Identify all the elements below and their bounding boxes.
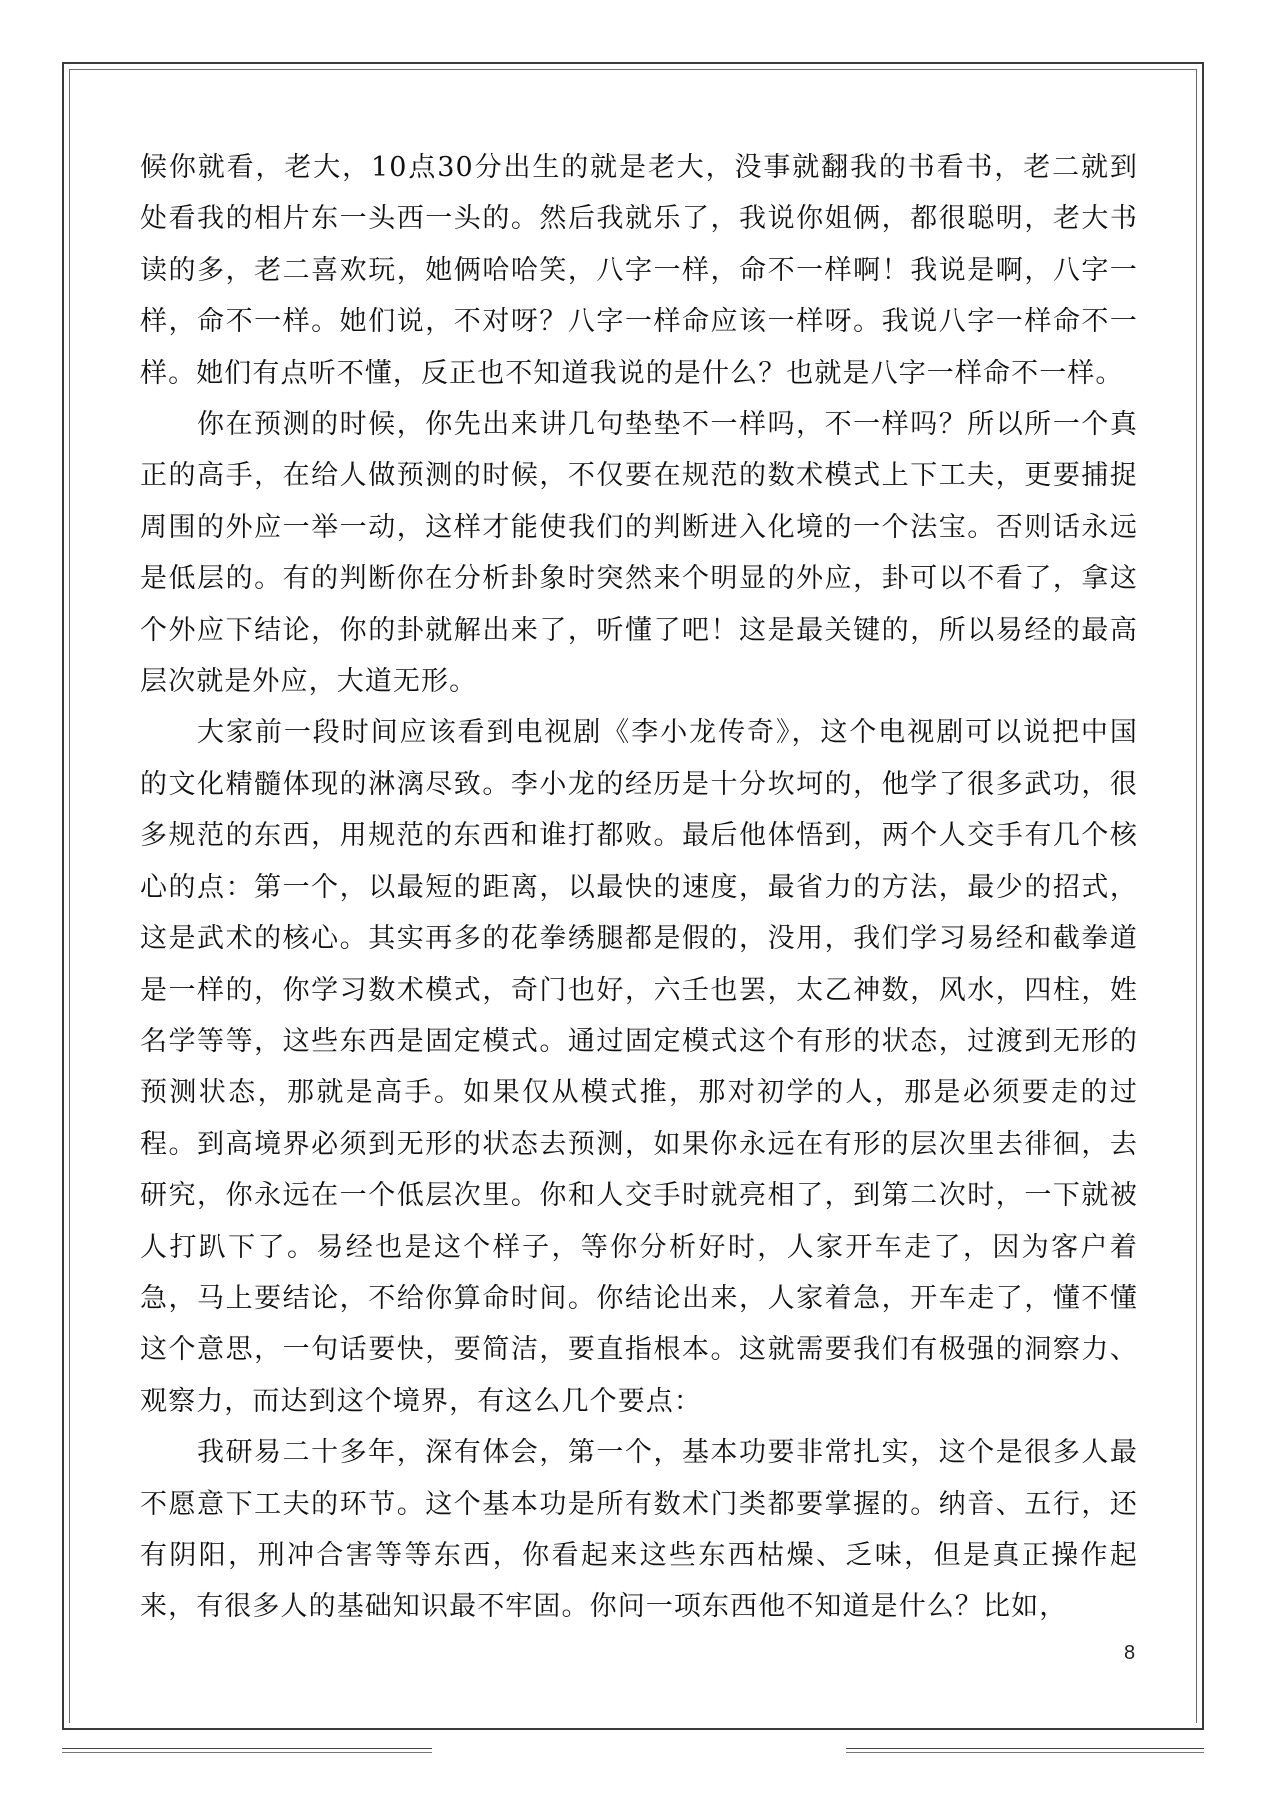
paragraph-continuation: 候你就看，老大，10点30分出生的就是老大，没事就翻我的书看书，老二就到处看我的相片东一头西一头的。然后我就乐了，我说你姐俩，都很聪明，老大书读的多，老二喜欢玩，她俩哈哈笑，八字一样，命不一样啊！我说是啊，八字一样，命不一样。她们说，不对呀？八字一样命应该一样呀。我说八字一样命不一样。她们有点听不懂，反正也不知道我说的是什么？也就是八字一样命不一样。 <box>140 152 1138 389</box>
footer-rule-right-secondary <box>846 1752 1204 1753</box>
footer-rule-right <box>846 1748 1204 1749</box>
paragraph-bruce-lee: 大家前一段时间应该看到电视剧《李小龙传奇》，这个电视剧可以说把中国的文化精髓体现的淋漓尽致。李小龙的经历是十分坎坷的，他学了很多武功，很多规范的东西，用规范的东西和谁打都败。最后他体悟到，两个人交手有几个核心的点：第一个，以最短的距离，以最快的速度，最省力的方法，最少的招式，这是武术的核心。其实再多的花拳绣腿都是假的，没用，我们学习易经和截拳道是一样的，你学习数术模式，奇门也好，六壬也罢，太乙神数，风水，四柱，姓名学等等，这些东西是固定模式。通过固定模式这个有形的状态，过渡到无形的预测状态，那就是高手。如果仅从模式推，那对初学的人，那是必须要走的过程。到高境界必须到无形的状态去预测，如果你永远在有形的层次里去徘徊，去研究，你永远在一个低层次里。你和人交手时就亮相了，到第二次时，一下就被人打趴下了。易经也是这个样子，等你分析好时，人家开车走了，因为客户着急，马上要结论，不给你算命时间。你结论出来，人家着急，开车走了，懂不懂这个意思，一句话要快，要简洁，要直指根本。这就需要我们有极强的洞察力、观察力，而达到这个境界，有这么几个要点： <box>140 717 1138 1417</box>
footer-rule-left-secondary <box>62 1752 432 1753</box>
paragraph-basics: 我研易二十多年，深有体会，第一个，基本功要非常扎实，这个是很多人最不愿意下工夫的环节。这个基本功是所有数术门类都要掌握的。纳音、五行，还有阴阳，刑冲合害等等东西，你看起来这些东西枯燥、乏味，但是真正操作起来，有很多人的基础知识最不牢固。你问一项东西他不知道是什么？比如， <box>140 1437 1138 1623</box>
page-body <box>140 142 1138 1633</box>
footer-rule-left <box>62 1748 432 1749</box>
page-number: 8 <box>1124 1642 1136 1664</box>
paragraph-prediction: 你在预测的时候，你先出来讲几句垫垫不一样吗，不一样吗？所以所一个真正的高手，在给人做预测的时候，不仅要在规范的数术模式上下工夫，更要捕捉周围的外应一举一动，这样才能使我们的判断进入化境的一个法宝。否则话永远是低层的。有的判断你在分析卦象时突然来个明显的外应，卦可以不看了，拿这个外应下结论，你的卦就解出来了，听懂了吧！这是最关键的，所以易经的最高层次就是外应，大道无形。 <box>140 409 1138 698</box>
